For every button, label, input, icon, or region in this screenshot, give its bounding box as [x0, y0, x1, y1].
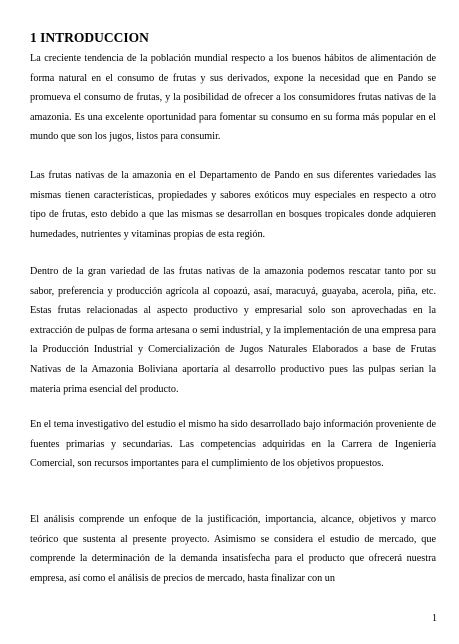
- paragraph-1: La creciente tendencia de la población mundial respecto a los buenos hábitos de alimentación de forma natural en el consumo de frutas y sus derivados, expone la necesidad que en Pando se promueva el consumo de frutas, y la posibilidad de ofrecer a los consumidores frutas nativas de la amazonia. Es una excelente oportunidad para fomentar su consumo en su forma más popular en el mundo que son los jugos, listos para consumir.: [30, 53, 436, 143]
- paragraph-2: Las frutas nativas de la amazonia en el Departamento de Pando en sus diferentes variedades las mismas tienen características, propiedades y sabores exóticos muy especiales en respecto a otro tipo de frutas, esto debido a que las mismas se desarrollan en bosques tropicales donde adquieren humedades, nutrientes y vitaminas propias de esta región.: [30, 170, 436, 240]
- page-number: 1: [432, 613, 437, 624]
- section-heading: 1 INTRODUCCION: [30, 30, 149, 45]
- paragraph-5: El análisis comprende un enfoque de la justificación, importancia, alcance, objetivos y marco teórico que sustenta al presente proyecto. Asimismo se considera el estudio de mercado, que comprende la determinación de la demanda insatisfecha para el producto que ofrecerá nuestra empresa, así como el análisis de precios de mercado, hasta finalizar con un: [30, 514, 436, 584]
- paragraph-4: En el tema investigativo del estudio el mismo ha sido desarrollado bajo información proveniente de fuentes primarias y secundarias. Las competencias adquiridas en la Carrera de Ingeniería Comercial, son recursos importantes para el cumplimiento de los objetivos propuestos.: [30, 419, 436, 470]
- paragraph-3: Dentro de la gran variedad de las frutas nativas de la amazonia podemos rescatar tanto por su sabor, preferencia y producción agrícola al copoazú, asaí, maracuyá, guayaba, acerola, piña, etc. Estas frutas relacionadas al aspecto productivo y empresarial solo son aprovechadas en la extracción de pulpas de forma artesana o semi industrial, y la implementación de una empresa para la Producción Industrial y Comercialización de Jugos Naturales Elaborados a base de Frutas Nativas de la Amazonia Boliviana aportaría al desarrollo productivo pues las pulpas serian la materia prima esencial del producto.: [30, 266, 436, 395]
